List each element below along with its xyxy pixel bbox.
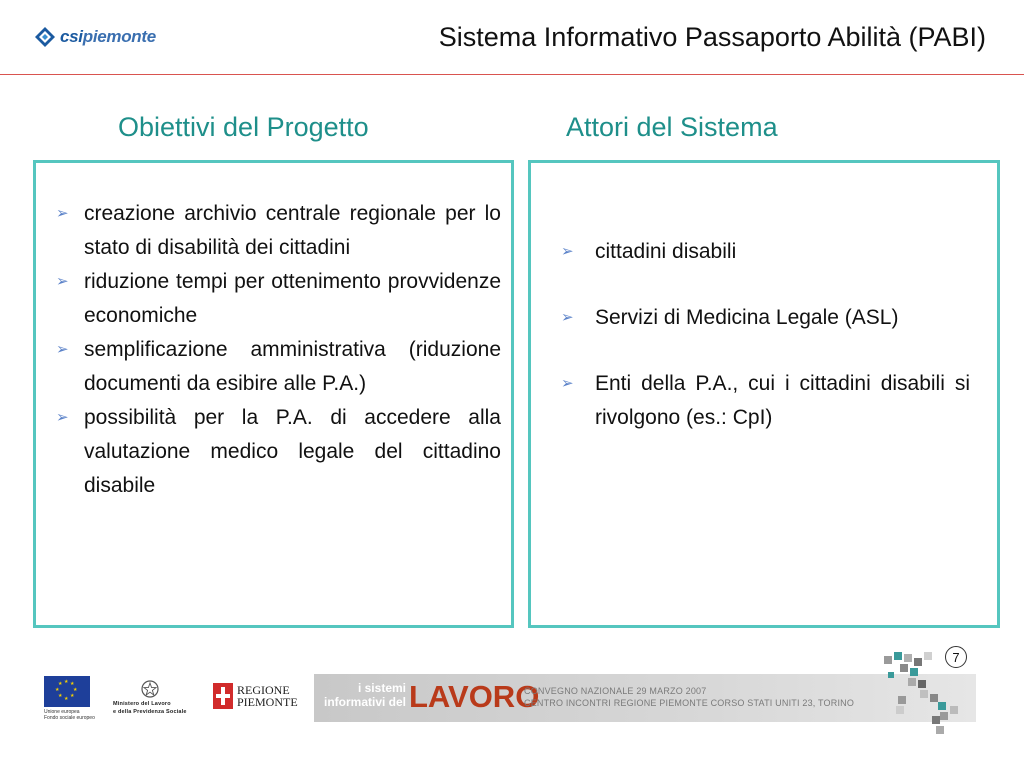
- heading-obiettivi: Obiettivi del Progetto: [118, 112, 369, 142]
- list-item: [36, 197, 501, 265]
- regione-line-1: REGIONE: [237, 683, 290, 697]
- eu-flag-icon: ★ ★ ★ ★ ★ ★ ★ ★: [44, 676, 90, 707]
- ministero-line-2: e della Previdenza Sociale: [113, 709, 187, 715]
- arrow-bullet-icon: ➢: [56, 273, 69, 290]
- arrow-bullet-icon: ➢: [561, 243, 574, 260]
- list-item-text: creazione archivio centrale regionale per lo stato di disabilità dei cittadini: [84, 202, 501, 259]
- header-divider: [0, 74, 1024, 75]
- list-item-text: semplificazione amministrativa (riduzione documenti da esibire alle P.A.): [84, 338, 501, 395]
- csi-piemonte-logo: [34, 26, 156, 48]
- banner-lavoro: LAVORO: [409, 679, 540, 714]
- arrow-bullet-icon: ➢: [56, 409, 69, 426]
- slide-title: Sistema Informativo Passaporto Abilità (PABI): [438, 22, 986, 52]
- list-item-text: possibilità per la P.A. di accedere alla valutazione medico legale del cittadino disabile: [84, 406, 501, 497]
- logo-prefix: csi: [60, 27, 83, 46]
- page-number: 7: [945, 646, 967, 668]
- ministero-line-1: Ministero del Lavoro: [113, 701, 171, 707]
- list-item-text: cittadini disabili: [595, 240, 737, 263]
- list-item: [531, 367, 970, 435]
- banner-conv-line-2: CENTRO INCONTRI REGIONE PIEMONTE CORSO STATI UNITI 23, TORINO: [524, 698, 855, 708]
- list-item: [531, 301, 970, 335]
- regione-piemonte-logo: [213, 683, 298, 709]
- list-item: [531, 235, 970, 269]
- italian-emblem-icon: [141, 680, 159, 698]
- csi-diamond-icon: [34, 26, 56, 48]
- list-item-text: riduzione tempi per ottenimento provvidenze economiche: [84, 270, 501, 327]
- logo-suffix: piemonte: [82, 27, 156, 46]
- arrow-bullet-icon: ➢: [56, 205, 69, 222]
- attori-box: [528, 160, 1000, 628]
- eu-caption-1: Unione europea: [44, 709, 80, 715]
- arrow-bullet-icon: ➢: [561, 309, 574, 326]
- banner-sistemi: [324, 681, 406, 709]
- heading-attori: Attori del Sistema: [566, 112, 778, 142]
- regione-line-2: PIEMONTE: [237, 695, 298, 709]
- convegno-banner: [314, 674, 976, 722]
- eu-caption: [44, 709, 95, 721]
- banner-line-1: i sistemi: [357, 681, 406, 695]
- banner-conv-line-1: CONVEGNO NAZIONALE 29 MARZO 2007: [524, 686, 707, 696]
- list-item: [36, 333, 501, 401]
- eu-caption-2: Fondo sociale europeo: [44, 715, 95, 721]
- attori-list: [531, 235, 970, 435]
- banner-convegno: [524, 685, 854, 709]
- list-item-text: Servizi di Medicina Legale (ASL): [595, 306, 899, 329]
- arrow-bullet-icon: ➢: [561, 375, 574, 392]
- banner-line-2: informativi del: [324, 695, 407, 709]
- obiettivi-list: [36, 197, 501, 503]
- obiettivi-box: [33, 160, 514, 628]
- regione-flag-icon: [213, 683, 233, 709]
- list-item-text: Enti della P.A., cui i cittadini disabili si rivolgono (es.: CpI): [595, 372, 970, 429]
- footer-logos: [44, 676, 90, 707]
- list-item: [36, 265, 501, 333]
- italy-mosaic-icon: [880, 650, 970, 740]
- list-item: [36, 401, 501, 503]
- arrow-bullet-icon: ➢: [56, 341, 69, 358]
